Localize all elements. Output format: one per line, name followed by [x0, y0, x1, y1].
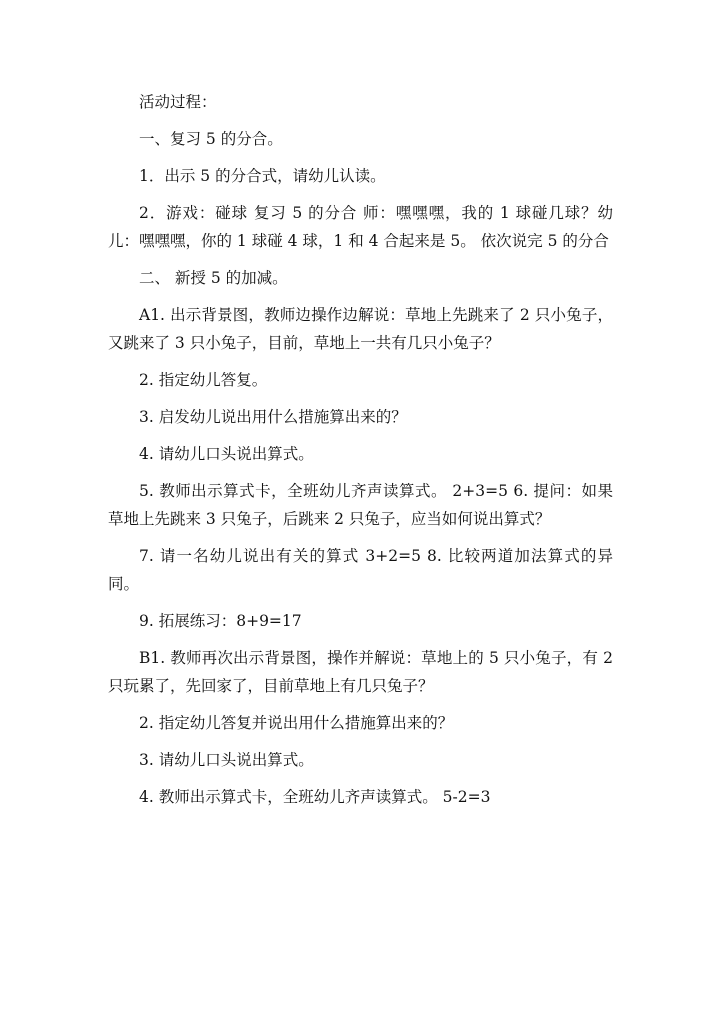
paragraph-a3: 3. 启发幼儿说出用什么措施算出来的？ [139, 408, 407, 426]
paragraph-a2: 2. 指定幼儿答复。 [139, 371, 268, 389]
document-body [108, 88, 613, 820]
paragraph-step-1: 1．出示 5 的分合式，请幼儿认读。 [139, 167, 386, 185]
paragraph-b3: 3. 请幼儿口头说出算式。 [139, 751, 314, 769]
paragraph-b2: 2. 指定幼儿答复并说出用什么措施算出来的？ [139, 714, 454, 732]
paragraph-step-2-game: 2．游戏：碰球 复习 5 的分合 师：嘿嘿嘿，我的 1 球碰几球？幼儿：嘿嘿嘿，你的 1 球碰 4 球，1 和 4 合起来是 5。 依次说完 5 的分合 [108, 204, 613, 250]
paragraph-b1: B1. 教师再次出示背景图，操作并解说：草地上的 5 只小兔子，有 2 只玩累了，先回家了，目前草地上有几只兔子？ [108, 649, 613, 695]
paragraph-section-new: 二、 新授 5 的加减。 [139, 269, 288, 287]
paragraph-a9: 9. 拓展练习：8+9=17 [139, 612, 302, 630]
paragraph-a5: 5. 教师出示算式卡，全班幼儿齐声读算式。 2+3=5 6. 提问：如果草地上先跳来 3 只兔子，后跳来 2 只兔子，应当如何说出算式？ [108, 482, 613, 528]
paragraph-a1: A1. 出示背景图，教师边操作边解说：草地上先跳来了 2 只小兔子，又跳来了 3 只小兔子，目前，草地上一共有几只小兔子？ [108, 306, 613, 352]
paragraph-b4: 4. 教师出示算式卡，全班幼儿齐声读算式。 5-2=3 [139, 788, 491, 806]
paragraph-a7: 7. 请一名幼儿说出有关的算式 3+2=5 8. 比较两道加法算式的异同。 [108, 547, 613, 593]
paragraph-section-review: 一、复习 5 的分合。 [139, 130, 283, 148]
paragraph-a4: 4. 请幼儿口头说出算式。 [139, 445, 314, 463]
paragraph-heading-activity: 活动过程： [139, 93, 217, 111]
